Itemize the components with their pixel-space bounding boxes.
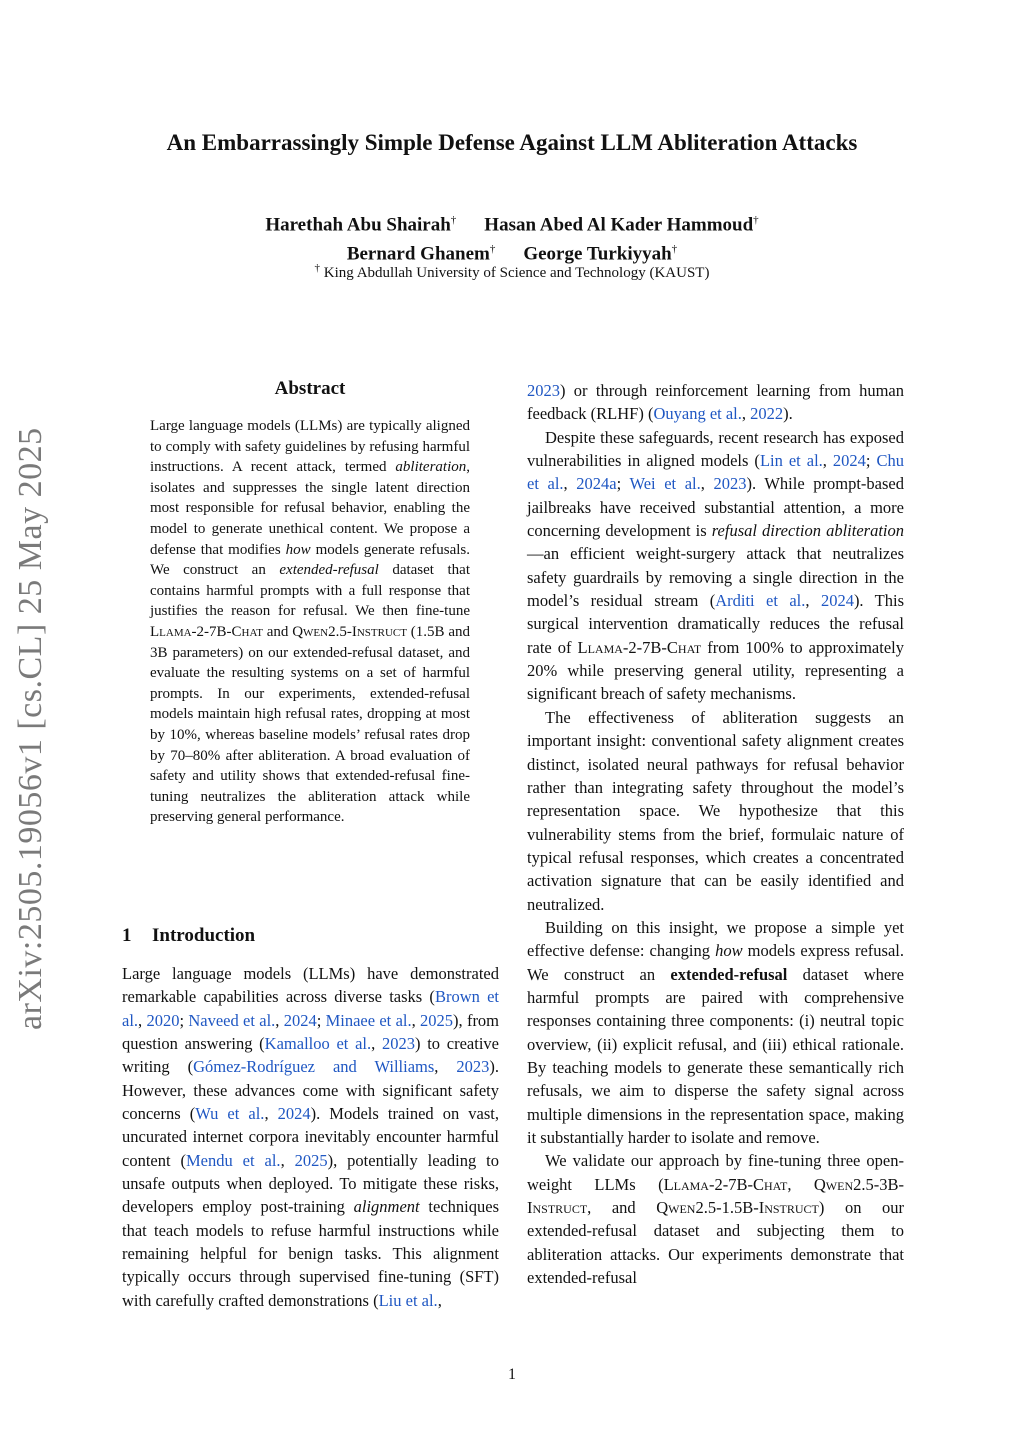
citation-link[interactable]: Kamalloo et al. <box>264 1034 372 1054</box>
section-heading: 1 Introduction <box>122 925 256 946</box>
paragraph-insight: The effectiveness of abliteration suggests an important insight: conventional safety alignment creates distinct, isolated neural pathways for refusal behavior rather than integrating safety throughout the model’s representation space. We hypothesize that this vulnerability stems from the brief, formulaic nature of typical refusal responses, which creates a concentrated activation signature that can be easily identified and neutralized. <box>527 707 904 914</box>
citation-link[interactable]: Ouyang et al. <box>653 404 742 424</box>
citation-link[interactable]: 2025 <box>420 1010 454 1030</box>
citation-link[interactable]: 2024a <box>576 474 617 494</box>
citation-link[interactable]: 2023 <box>527 381 560 400</box>
citation-link[interactable]: Lin et al. <box>759 451 823 471</box>
citation-link[interactable]: 2020 <box>146 1010 180 1030</box>
author-list: Harethah Abu Shairah† Hasan Abed Al Kader Hammoud† Bernard Ghanem† George Turkiyyah† <box>265 214 759 265</box>
citation-link[interactable]: 2025 <box>294 1150 328 1170</box>
citation-link[interactable]: Liu et al. <box>378 1290 438 1310</box>
citation-link[interactable]: 2023 <box>713 474 747 494</box>
citation-link[interactable]: 2023 <box>456 1057 490 1077</box>
citation-link[interactable]: Chu et al. <box>527 451 905 494</box>
citation-link[interactable]: Wei et al. <box>629 474 701 494</box>
author-name: Bernard Ghanem <box>346 243 490 265</box>
paper-title: An Embarrassingly Simple Defense Against LLM Abliteration Attacks <box>166 130 858 155</box>
intro-paragraph: Large language models (LLMs) have demonstrated remarkable capabilities across diverse tasks (Brown et al., 2020; Naveed et al., 2024; Minaee et al., 2025), from question answering (Kamalloo et al., 2023) to creative writing (Gómez-Rodríguez and Williams, 2023). However, these advances come with significant safety concerns (Wu et al., 2024). Models trained on vast, uncurated internet corpora inevitably encounter harmful content (Mendu et al., 2025), potentially leading to unsafe outputs when deployed. To mitigate these risks, developers employ post-training alignment techniques that teach models to refuse harmful instructions while remaining helpful for benign tasks. This alignment typically occurs through supervised fine-tuning (SFT) with carefully crafted demonstrations (Liu et al., <box>122 964 500 1310</box>
citation-link[interactable]: Wu et al. <box>195 1104 265 1124</box>
citation-link[interactable]: 2024 <box>832 451 866 471</box>
left-column-body <box>122 962 499 1312</box>
paragraph-vulnerabilities: Despite these safeguards, recent research has exposed vulnerabilities in aligned models (Lin et al., 2024; Chu et al., 2024a; Wei et al., 2023). While prompt-based jailbreaks have received substantial attention, a more concerning development is refusal direction abliteration—an efficient weight-surgery attack that neutralizes safety guardrails by removing a single direction in the model’s residual stream (Arditi et al., 2024). This surgical intervention dramatically reduces the refusal rate of Llama-2-7B-Chat from 100% to approximately 20% while preserving general utility, representing a significant breach of safety mechanisms. <box>527 427 905 704</box>
citation-link[interactable]: 2022 <box>750 404 784 424</box>
citation-link[interactable]: Naveed et al. <box>188 1010 276 1030</box>
citation-link[interactable]: 2024 <box>277 1104 311 1124</box>
citation-link[interactable]: Gómez-Rodríguez and Williams <box>193 1057 435 1077</box>
abstract-heading: Abstract <box>274 378 346 399</box>
citation-link[interactable]: 2024 <box>820 591 854 611</box>
author-name: Hasan Abed Al Kader Hammoud <box>484 214 754 236</box>
paragraph-defense: Building on this insight, we propose a simple yet effective defense: changing how models express refusal. We construct an extended-refusal dataset where harmful prompts are paired with comprehensive responses containing three components: (i) neutral topic overview, (ii) explicit refusal, and (iii) ethical rationale. By teaching models to generate these semantically rich refusals, we aim to disperse the safety signal across multiple dimensions in the representation space, making it substantially harder to isolate and remove. <box>527 917 904 1147</box>
citation-link[interactable]: Brown et al. <box>122 987 500 1030</box>
paragraph-validation: We validate our approach by fine-tuning three open-weight LLMs (Llama-2-7B-Chat, Qwen2.5-3B-Instruct, and Qwen2.5-1.5B-Instruct) on our extended-refusal dataset and subjecting them to abliteration attacks. Our experiments demonstrate that extended-refusal <box>527 1151 904 1288</box>
author-name: George Turkiyyah <box>523 243 672 265</box>
citation-link[interactable]: Arditi et al. <box>715 591 806 611</box>
page-number: 1 <box>508 1366 516 1383</box>
right-column-body <box>527 379 904 1289</box>
abstract-text: Large language models (LLMs) are typically aligned to comply with safety guidelines by refusing harmful instructions. A recent attack, termed abliteration, isolates and suppresses the single latent direction most responsible for refusal behavior, enabling the model to generate unethical content. We propose a defense that modifies how models generate refusals. We construct an extended-refusal dataset that contains harmful prompts with a full response that justifies the reason for refusal. We then fine-tune Llama-2-7B-Chat and Qwen2.5-Instruct (1.5B and 3B parameters) on our extended-refusal dataset, and evaluate the resulting systems on a set of harmful prompts. In our experiments, extended-refusal models maintain high refusal rates, dropping at most by 10%, whereas baseline models’ refusal rates drop by 70–80% after abliteration. A broad evaluation of safety and utility shows that extended-refusal fine-tuning neutralizes the abliteration attack while preserving general performance. <box>150 418 470 826</box>
citation-link[interactable]: 2023 <box>382 1034 415 1054</box>
citation-link[interactable]: 2024 <box>283 1010 317 1030</box>
arxiv-identifier-stamp: arXiv:2505.19056v1 [cs.CL] 25 May 2025 <box>12 427 49 1030</box>
author-name: Harethah Abu Shairah <box>265 214 451 236</box>
paragraph-continued: 2023) or through reinforcement learning from human feedback (RLHF) (Ouyang et al., 2022). <box>527 381 904 424</box>
citation-link[interactable]: Minaee et al. <box>325 1010 412 1030</box>
affiliation: † King Abdullah University of Science and Technology (KAUST) <box>314 262 710 281</box>
citation-link[interactable]: Mendu et al. <box>186 1150 281 1170</box>
